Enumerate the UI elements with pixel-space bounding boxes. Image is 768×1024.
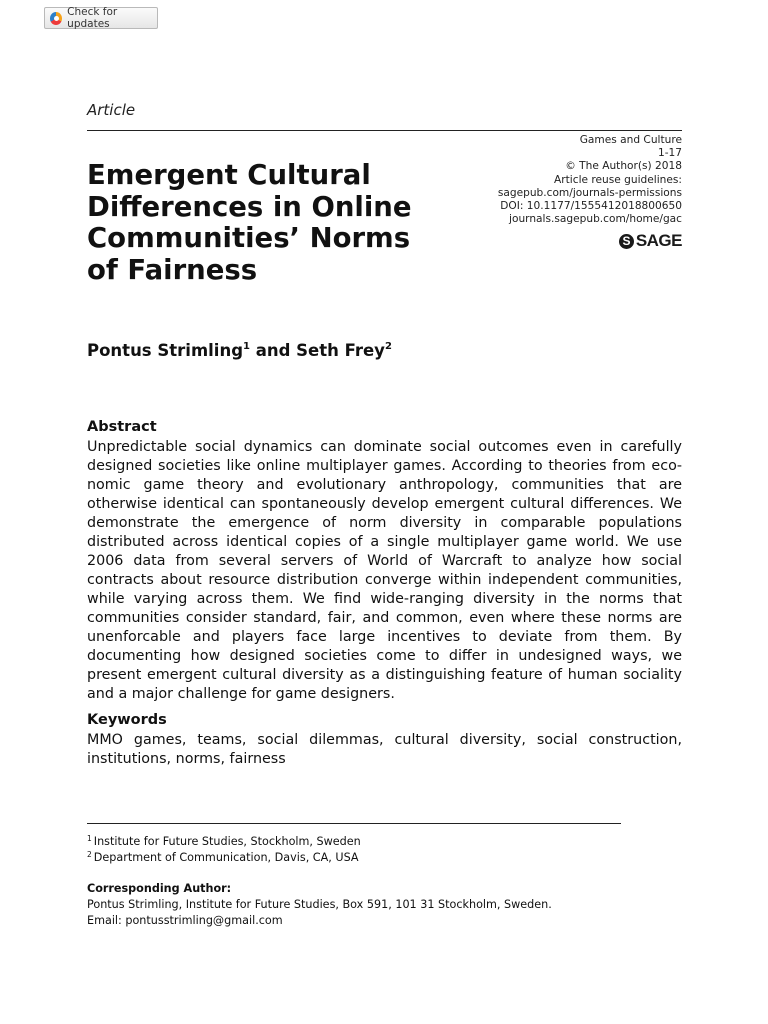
- title-line: Communities’ Norms: [87, 222, 411, 254]
- corresponding-address: Pontus Strimling, Institute for Future Studies, Box 591, 101 31 Stockholm, Sweden.: [87, 898, 552, 911]
- sage-logo: [619, 231, 682, 251]
- affiliation-2: [87, 850, 359, 864]
- crossmark-icon: [50, 12, 62, 25]
- corresponding-email[interactable]: Email: pontusstrimling@gmail.com: [87, 914, 283, 927]
- affiliation-1: [87, 834, 361, 848]
- journal-name: Games and Culture: [579, 134, 682, 146]
- journal-metadata: [452, 134, 682, 226]
- author-name: Pontus Strimling: [87, 341, 244, 360]
- reuse-guidelines-label: Article reuse guidelines:: [554, 173, 682, 186]
- title-line: of Fairness: [87, 253, 258, 286]
- corresponding-author-heading: Corresponding Author:: [87, 882, 232, 895]
- affiliation-marker: 1: [243, 341, 250, 352]
- affiliation-number: 1: [87, 834, 92, 843]
- author-name: Seth Frey: [296, 341, 385, 360]
- sage-mark-icon: S: [619, 234, 634, 249]
- doi-line[interactable]: DOI: 10.1177/1555412018800650: [500, 200, 682, 213]
- article-title: [87, 160, 467, 286]
- permissions-link[interactable]: sagepub.com/journals-permissions: [497, 186, 682, 199]
- article-type-label: Article: [87, 101, 136, 119]
- author-conjunction: and: [249, 341, 297, 360]
- title-line: Differences in Online: [87, 190, 412, 223]
- abstract-heading: Abstract: [87, 419, 157, 435]
- affiliation-text: Department of Communication, Davis, CA, USA: [93, 851, 359, 864]
- page-range: 1-17: [657, 147, 682, 160]
- title-line: Emergent Cultural: [87, 159, 371, 191]
- keywords-heading: Keywords: [87, 712, 167, 728]
- abstract-text: Unpredictable social dynamics can dominate social outcomes even in carefully designed societies like online multiplayer games. According to theories from economic game theory and evolutionary anthropology, communities that are otherwise identical can spontaneously develop emergent cultural differences. We demonstrate the emergence of norm diversity in comparable populations distributed across identical copies of a single multiplayer game world. We use 2006 data from several servers of World of Warcraft to analyze how social contracts about resource distribution converge within independent communities, while varying across them. We find wide-ranging diversity in the norms that communities consider standard, fair, and common, even where these norms are unenforcable and players face large incentives to deviate from them. By documenting how designed societies come to differ in undesigned ways, we present emergent cultural diversity as a distinguishing feature of human sociality and a major challenge for game designers.: [87, 439, 682, 702]
- check-for-updates-button[interactable]: [44, 7, 158, 29]
- author-list: [87, 341, 392, 360]
- keywords-text: MMO games, teams, social dilemmas, cultural diversity, social construction, institutions, norms, fairness: [87, 732, 682, 767]
- journal-home-link[interactable]: journals.sagepub.com/home/gac: [509, 213, 682, 226]
- copyright-line: © The Author(s) 2018: [565, 160, 682, 173]
- affiliation-marker: 2: [384, 341, 392, 352]
- check-for-updates-label: Check for updates: [67, 6, 118, 30]
- affiliation-number: 2: [87, 850, 92, 859]
- sage-logo-text: SAGE: [635, 231, 682, 250]
- footnote-divider: [87, 823, 621, 824]
- affiliation-text: Institute for Future Studies, Stockholm, Sweden: [93, 835, 361, 848]
- header-divider: [87, 130, 682, 131]
